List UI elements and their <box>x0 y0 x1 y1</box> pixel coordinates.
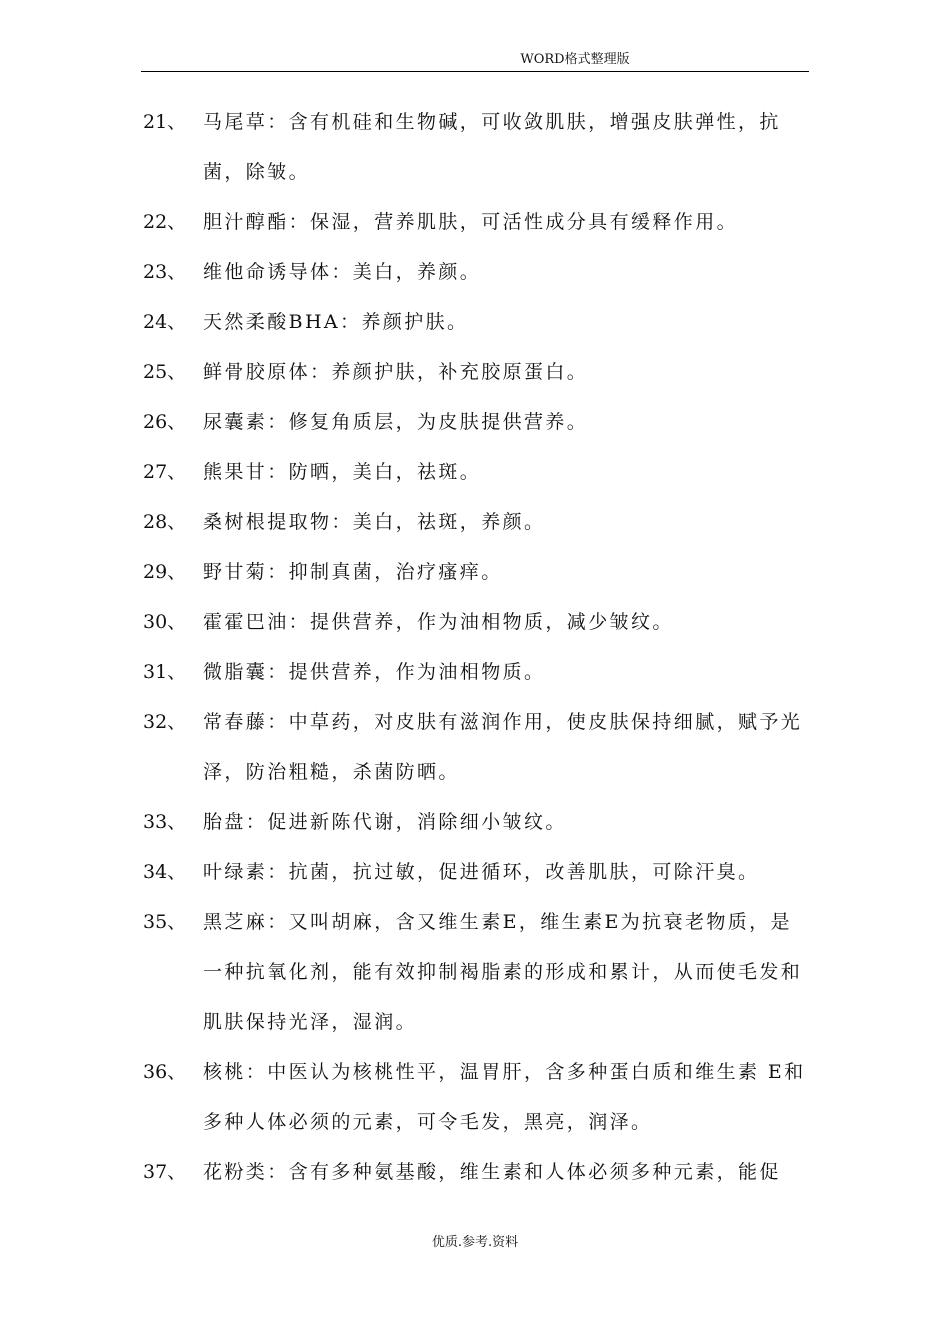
item-text: 熊果甘：防晒，美白，祛斑。 <box>203 461 482 483</box>
item-text: 鲜骨胶原体：养颜护肤，补充胶原蛋白。 <box>203 361 589 383</box>
item-text: 微脂囊：提供营养，作为油相物质。 <box>203 661 546 683</box>
item-text: 野甘菊：抑制真菌，治疗瘙痒。 <box>203 561 503 583</box>
list-item <box>143 897 813 1047</box>
item-number: 31、 <box>143 661 187 683</box>
item-number: 27、 <box>143 461 187 483</box>
item-number: 33、 <box>143 811 187 833</box>
item-text: 叶绿素：抗菌，抗过敏，促进循环，改善肌肤，可除汗臭。 <box>203 861 760 883</box>
item-text: 花粉类：含有多种氨基酸，维生素和人体必须多种元素，能促 <box>203 1161 781 1183</box>
list-item <box>143 597 813 647</box>
list-item <box>143 797 813 847</box>
list-item <box>143 1047 813 1147</box>
item-number: 35、 <box>143 911 187 933</box>
page-header <box>0 52 950 68</box>
list-item <box>143 197 813 247</box>
list-item <box>143 347 813 397</box>
page-footer: 优质.参考.资料 <box>431 1235 519 1250</box>
header-text: WORD格式整理版 <box>520 52 630 67</box>
item-text: 胎盘：促进新陈代谢，消除细小皱纹。 <box>203 811 567 833</box>
list-item <box>143 847 813 897</box>
item-number: 34、 <box>143 861 187 883</box>
list-item <box>143 97 813 197</box>
item-number: 29、 <box>143 561 187 583</box>
item-text: 胆汁醇酯：保湿，营养肌肤，可活性成分具有缓释作用。 <box>203 211 739 233</box>
item-number: 30、 <box>143 611 187 633</box>
item-text: 马尾草：含有机硅和生物碱，可收敛肌肤，增强皮肤弹性，抗菌，除皱。 <box>203 111 781 183</box>
list-item <box>143 297 813 347</box>
item-text: 桑树根提取物：美白，祛斑，养颜。 <box>203 511 546 533</box>
item-number: 23、 <box>143 261 187 283</box>
item-number: 25、 <box>143 361 187 383</box>
list-item <box>143 697 813 797</box>
item-number: 21、 <box>143 111 187 133</box>
item-text: 黑芝麻：又叫胡麻，含又维生素E，维生素E为抗衰老物质，是一种抗氧化剂，能有效抑制褐脂素的形成和累计，从而使毛发和肌肤保持光泽，湿润。 <box>203 911 803 1033</box>
header-divider <box>141 71 809 72</box>
item-number: 22、 <box>143 211 187 233</box>
item-number: 32、 <box>143 711 187 733</box>
item-number: 26、 <box>143 411 187 433</box>
item-number: 28、 <box>143 511 187 533</box>
ingredient-list <box>143 97 813 1197</box>
item-text: 核桃：中医认为核桃性平，温胃肝，含多种蛋白质和维生素 E和多种人体必须的元素，可令毛发，黑亮，润泽。 <box>203 1061 806 1133</box>
list-item <box>143 397 813 447</box>
item-number: 24、 <box>143 311 187 333</box>
list-item <box>143 497 813 547</box>
list-item <box>143 247 813 297</box>
item-text: 天然柔酸BHA：养颜护肤。 <box>203 311 469 333</box>
list-item <box>143 1147 813 1197</box>
list-item <box>143 447 813 497</box>
item-text: 维他命诱导体：美白，养颜。 <box>203 261 482 283</box>
item-number: 36、 <box>143 1061 187 1083</box>
list-item <box>143 547 813 597</box>
item-text: 霍霍巴油：提供营养，作为油相物质，减少皱纹。 <box>203 611 674 633</box>
item-number: 37、 <box>143 1161 187 1183</box>
item-text: 常春藤：中草药，对皮肤有滋润作用，使皮肤保持细腻，赋予光泽，防治粗糙，杀菌防晒。 <box>203 711 803 783</box>
list-item <box>143 647 813 697</box>
item-text: 尿囊素：修复角质层，为皮肤提供营养。 <box>203 411 589 433</box>
